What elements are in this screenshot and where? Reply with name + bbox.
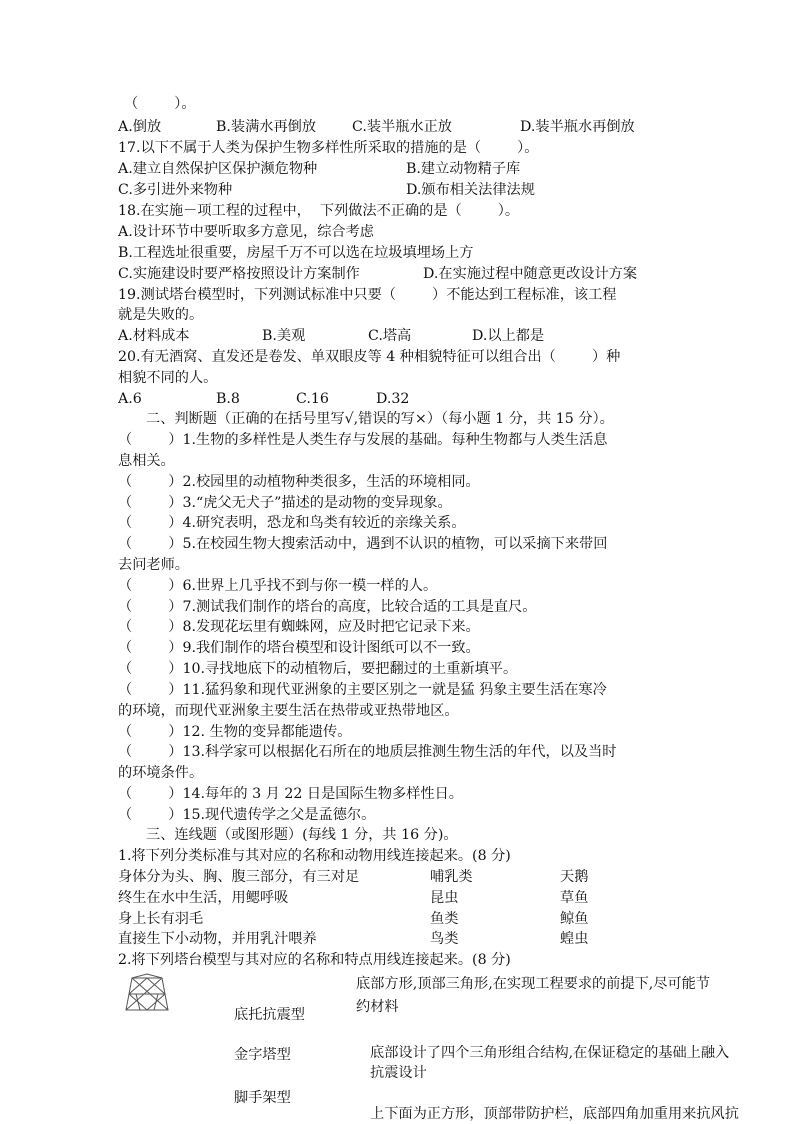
q19-option-b: B.美观 [262,328,306,344]
q19-option-c: C.塔高 [368,328,412,344]
q19-option-a: A.材料成本 [118,328,190,344]
tower-name-3: 脚手架型 [234,1090,291,1106]
judge-item-3: （ ）3.“虎父无犬子”描述的是动物的变异现象。 [118,495,452,511]
judge-item-11-line2: 的环境，而现代亚洲象主要生活在热带或亚热带地区。 [118,703,459,719]
match-q1-animal-4: 蝗虫 [560,931,589,947]
q20-option-c: C.16 [296,391,329,407]
judge-item-6: （ ）6.世界上几乎找不到与你一模一样的人。 [118,578,438,594]
tower-name-1: 底托抗震型 [234,1007,305,1023]
q20-stem-line2: 相貌不同的人。 [118,370,218,386]
judge-item-4: （ ）4.研究表明，恐龙和鸟类有较近的亲缘关系。 [118,515,466,531]
tower-feature-3-line1: 上下面为正方形，顶部带防护栏，底部四角加重用来抗风抗 [370,1106,739,1122]
judge-item-5-line1: （ ）5.在校园生物大搜索活动中，遇到不认识的植物，可以采摘下来带回 [118,536,608,552]
match-q1-category-2: 昆虫 [430,890,459,906]
q18-option-d: D.在实施过程中随意更改设计方案 [423,266,638,282]
q17-option-b: B.建立动物精子库 [406,161,521,177]
q17-option-d: D.颁布相关法律法规 [406,182,535,198]
q18-stem: 18.在实施－项工程的过程中， 下列做法不正确的是（ ）。 [118,203,520,219]
q16-blank: （ ）。 [124,96,196,112]
judge-item-8: （ ）8.发现花坛里有蜘蛛网，应及时把它记录下来。 [118,619,480,635]
match-q1-category-3: 鱼类 [430,911,459,927]
judge-item-1-line1: （ ）1.生物的多样性是人类生存与发展的基础。每种生物都与人类生活息 [118,432,608,448]
q19-stem-line1: 19.测试塔台模型时，下列测试标准中只要（ ）不能达到工程标准，该工程 [118,287,617,303]
judge-item-14: （ ）14.每年的 3 月 22 日是国际生物多样性日。 [118,786,463,802]
tower-model-image [122,972,172,1012]
judge-item-1-line2: 息相关。 [118,453,175,469]
tower-feature-1-line1: 底部方形,顶部三角形,在实现工程要求的前提下,尽可能节 [356,976,711,992]
tower-feature-2-line2: 抗震设计 [370,1065,427,1081]
q17-option-a: A.建立自然保护区保护濒危物种 [118,161,318,177]
section3-title: 三、连线题（或图形题）(每线 1 分，共 16 分)。 [146,827,458,843]
q18-option-b: B.工程选址很重要，房屋千万不可以选在垃圾填埋场上方 [118,245,474,261]
match-q1-criterion-2: 终生在水中生活，用鳃呼吸 [118,890,289,906]
q16-option-b: B.装满水再倒放 [216,119,317,135]
judge-item-11-line1: （ ）11.猛犸象和现代亚洲象的主要区别之一就是猛 犸象主要生活在寒冷 [118,682,607,698]
q18-option-a: A.设计环节中要听取多方意见，综合考虑 [118,224,374,240]
judge-item-13-line1: （ ）13.科学家可以根据化石所在的地质层推测生物生活的年代，以及当时 [118,744,617,760]
judge-item-15: （ ）15.现代遗传学之父是孟德尔。 [118,807,376,823]
q16-option-a: A.倒放 [118,119,162,135]
tower-name-2: 金字塔型 [234,1047,291,1063]
q17-stem: 17.以下不属于人类为保护生物多样性所采取的措施的是（ ）。 [118,140,539,156]
match-q1-criterion-3: 身上长有羽毛 [118,911,204,927]
judge-item-5-line2: 去问老师。 [118,557,189,573]
q20-option-b: B.8 [216,391,240,407]
q16-option-c: C.装半瓶水正放 [352,119,452,135]
q20-stem-line1: 20.有无酒窝、直发还是卷发、单双眼皮等 4 种相貌特征可以组合出（ ）种 [118,349,621,365]
judge-item-2: （ ）2.校园里的动植物种类很多，生活的环境相同。 [118,474,480,490]
match-q2-stem: 2.将下列塔台模型与其对应的名称和特点用线连接起来。(8 分) [118,952,511,968]
match-q1-criterion-1: 身体分为头、胸、腹三部分，有三对足 [118,869,360,885]
q16-option-d: D.装半瓶水再倒放 [520,119,635,135]
match-q1-animal-2: 草鱼 [560,890,589,906]
judge-item-13-line2: 的环境条件。 [118,765,204,781]
q20-option-a: A.6 [118,391,142,407]
q19-option-d: D.以上都是 [472,328,545,344]
judge-item-10: （ ）10.寻找地底下的动植物后，要把翻过的土重新填平。 [118,661,518,677]
tower-feature-2-line1: 底部设计了四个三角形组合结构,在保证稳定的基础上融入 [370,1045,730,1061]
match-q1-animal-1: 天鹅 [560,869,589,885]
match-q1-category-4: 鸟类 [430,931,459,947]
judge-item-7: （ ）7.测试我们制作的塔台的高度，比较合适的工具是直尺。 [118,599,537,615]
match-q1-criterion-4: 直接生下小动物，并用乳汁喂养 [118,931,317,947]
judge-item-12: （ ）12. 生物的变异都能遗传。 [118,724,352,740]
q17-option-c: C.多引进外来物种 [118,182,233,198]
match-q1-animal-3: 鲸鱼 [560,911,589,927]
tower-feature-1-line2: 约材料 [356,999,399,1015]
match-q1-category-1: 哺乳类 [430,869,473,885]
q19-stem-line2: 就是失败的。 [118,307,204,323]
section2-title: 二、判断题（正确的在括号里写√,错误的写×）（每小题 1 分，共 15 分）。 [146,411,614,427]
judge-item-9: （ ）9.我们制作的塔台模型和设计图纸可以不一致。 [118,640,480,656]
match-q1-stem: 1.将下列分类标准与其对应的名称和动物用线连接起来。(8 分) [118,848,511,864]
q18-option-c: C.实施建设时要严格按照设计方案制作 [118,266,360,282]
q20-option-d: D.32 [376,391,410,407]
